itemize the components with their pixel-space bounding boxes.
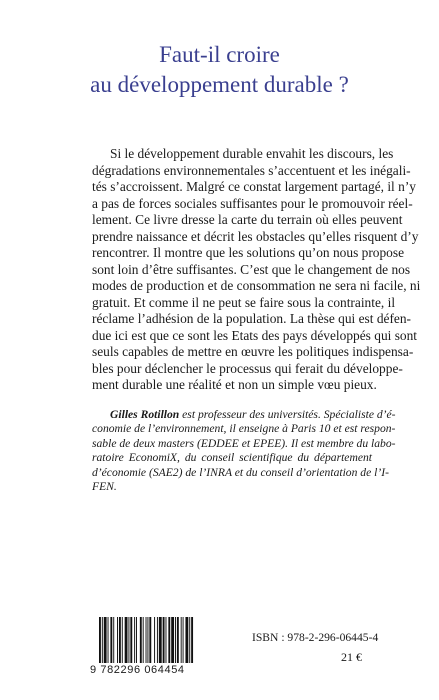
bio-line: conomie de l’environnement, il enseigne à Paris 10 et est respon-: [92, 422, 396, 436]
bio-line: [92, 408, 396, 422]
blurb-line: gratuit. Et comme il ne peut se faire sous la contrainte, il: [92, 294, 396, 310]
barcode-image: [98, 617, 222, 663]
barcode-digits: 9 782296 064454: [90, 664, 185, 676]
bio-line: sable de deux masters (EDDEE et EPEE). Il est membre du labo-: [92, 436, 396, 450]
blurb-line: modes de production et de consommation ne sera ni facile, ni: [92, 278, 421, 293]
bio-line: d’économie (SAE2) de l’INRA et du conseil d’orientation de l’I-: [92, 465, 389, 479]
author-bio: [92, 408, 396, 494]
blurb-line: dégradations environnementales s’accentuent et les inégali-: [92, 162, 411, 178]
bio-line: FEN.: [92, 480, 117, 494]
bio-line: ratoire EconomiX, du conseil scientifique du département: [92, 451, 372, 465]
blurb-text: [92, 146, 421, 394]
blurb-line: ment durable une réalité et non un simple vœu pieux.: [92, 377, 377, 392]
blurb-line: seuls capables de mettre en œuvre les politiques indispensa-: [92, 344, 414, 359]
book-title-line-2: au développement durable ?: [90, 72, 349, 97]
blurb-line: tés s’accroissent. Malgré ce constat largement partagé, il n’y: [92, 179, 416, 194]
blurb-line: a pas de forces sociales suffisantes pour le promouvoir réel-: [92, 195, 413, 211]
barcode-block: [90, 617, 224, 676]
author-name: Gilles Rotillon: [110, 408, 180, 421]
book-title-line-1: Faut-il croire: [159, 42, 280, 67]
blurb-line: due ici est que ce sont les Etats des pays développés qui sont: [92, 327, 418, 343]
blurb-line: Si le développement durable envahit les discours, les: [110, 146, 394, 161]
blurb-line: lement. Ce livre dresse la carte du terrain où elles peuvent: [92, 212, 403, 227]
blurb-line: réclame l’adhésion de la population. La thèse qui est défen-: [92, 311, 412, 326]
blurb-line: sont loin d’être suffisantes. C’est que le changement de nos: [92, 261, 411, 277]
blurb-line: bles pour déclencher le processus qui ferait du développe-: [92, 360, 403, 376]
bio-first-line-text: est professeur des universités. Spécialiste d’é-: [179, 408, 396, 421]
blurb-line: rencontrer. Il montre que les solutions qu’on nous propose: [92, 245, 405, 260]
isbn-number: ISBN : 978-2-296-06445-4: [252, 631, 379, 644]
blurb-line: prendre naissance et décrit les obstacles qu’elles risquent d’y: [92, 228, 419, 244]
price-label: 21 €: [341, 650, 362, 664]
book-title: [0, 40, 439, 100]
